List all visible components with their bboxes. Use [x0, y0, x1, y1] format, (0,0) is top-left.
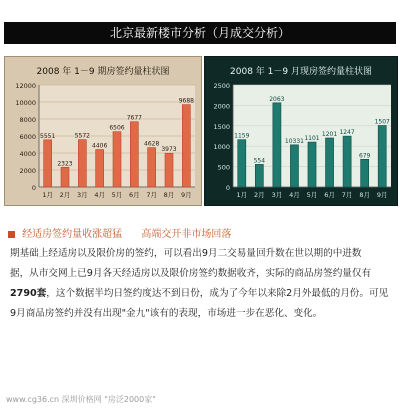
chart-right-bar — [290, 145, 298, 187]
chart-right-xtick-label: 9月 — [376, 191, 388, 199]
chart-left-xtick-label: 1月 — [42, 191, 53, 199]
chart-right-value-label: 1101 — [304, 135, 320, 143]
chart-right-ytick-label: 2500 — [213, 82, 230, 90]
chart-right-xtick-label: 4月 — [289, 191, 300, 199]
chart-left-value-label: 6506 — [109, 124, 125, 132]
chart-left-xtick-label: 7月 — [146, 191, 157, 199]
chart-right-xtick-label: 2月 — [254, 191, 265, 199]
chart-left-xtick-label: 6月 — [129, 191, 140, 199]
chart-right-value-label: 554 — [253, 157, 266, 165]
chart-right-bar — [378, 126, 386, 187]
article-line-3 — [10, 284, 390, 304]
chart-left-value-label: 2323 — [57, 160, 73, 168]
chart-left-bar — [148, 148, 156, 187]
chart-right-xtick-label: 6月 — [324, 191, 335, 199]
article-line-1: 期基础上经适房以及限价房的签约，可以看出9月二交易量回升数在世以期的中进数 — [10, 248, 362, 259]
chart-left-value-label: 5572 — [74, 132, 90, 140]
chart-right-value-label: 1201 — [321, 130, 338, 138]
chart-right-bar — [308, 142, 316, 187]
chart-right-ytick-label: 1500 — [213, 122, 230, 131]
chart-right-value-label: 1247 — [339, 129, 355, 137]
chart-left-xtick-label: 8月 — [163, 191, 175, 199]
chart-left-value-label: 5551 — [40, 132, 56, 140]
chart-left-bar — [130, 122, 138, 187]
chart-right-ytick-label: 1000 — [213, 143, 230, 152]
article-line-3-bold: 2790套 — [10, 288, 47, 299]
chart-left-value-label: 4628 — [144, 140, 160, 148]
chart-left-xtick-label: 2月 — [59, 191, 71, 199]
chart-left-bar — [182, 105, 190, 187]
chart-right-xtick-label: 7月 — [341, 191, 353, 199]
chart-left-bar — [113, 132, 121, 187]
chart-right-xtick-label: 3月 — [271, 191, 283, 199]
chart-right-value-label: 1507 — [374, 118, 390, 126]
chart-left-ytick-label: 2000 — [19, 167, 36, 175]
chart-left-ytick-label: 6000 — [19, 133, 36, 141]
chart-left-ytick-label: 12000 — [15, 82, 36, 90]
headline-part1: 经适房签约量收涨超猛 — [22, 229, 123, 240]
chart-left-xtick-label: 3月 — [77, 191, 88, 199]
chart-right-ytick-label: 0 — [225, 184, 230, 192]
chart-left-ytick-label: 4000 — [19, 150, 36, 158]
chart-left-title: 2008 年 1－9 期房签约量柱状图 — [36, 67, 170, 77]
chart-right-xtick-label: 8月 — [359, 191, 370, 199]
chart-right-bar — [273, 103, 281, 187]
chart-right-bar — [326, 138, 334, 187]
chart-right-value-label: 2063 — [269, 95, 285, 103]
chart-left-xtick-label: 9月 — [181, 191, 192, 199]
chart-right-xtick-label: 5月 — [306, 191, 318, 199]
headline-part2: 高端交开非市场回落 — [141, 229, 232, 240]
chart-right-ytick-label: 2000 — [213, 102, 230, 111]
chart-left-bar — [96, 150, 104, 187]
chart-left — [4, 56, 202, 206]
chart-right-value-label: 1159 — [234, 132, 250, 140]
chart-left-ytick-label: 8000 — [19, 116, 36, 124]
chart-left-svg — [5, 57, 201, 205]
article-line-2: 据，从市交网上已9月各天经适房以及限价房签约数据收齐，实际的商品房签约量仅有 — [10, 268, 372, 279]
headline — [8, 225, 388, 240]
headline-bullet-icon — [8, 231, 15, 238]
chart-left-value-label: 3973 — [161, 146, 177, 154]
chart-right-bar — [361, 159, 369, 187]
chart-right-svg — [205, 57, 397, 205]
chart-left-bar — [165, 153, 173, 187]
chart-right-value-label: 10331 — [284, 137, 304, 145]
chart-left-ytick-label: 0 — [31, 184, 36, 192]
chart-right-bar — [238, 140, 246, 187]
article-line-3-rest: ，这个数据半均日签约度达不到日份，成为了今年以来除2月外最低的月份。可见 — [46, 288, 389, 299]
chart-right-bar — [255, 164, 263, 187]
footer-watermark: www.cg36.cn 深圳价格网 "房泛2000家" — [6, 395, 156, 404]
chart-right-title: 2008 年 1－9 月现房签约量柱状图 — [230, 67, 372, 77]
chart-right-bar — [343, 136, 351, 187]
chart-left-ytick-label: 10000 — [15, 99, 36, 107]
chart-left-value-label: 7677 — [126, 114, 142, 122]
article-body — [10, 244, 390, 324]
chart-right-ytick-label: 500 — [217, 163, 230, 172]
page-title: 北京最新楼市分析（月成交分析） — [4, 22, 396, 44]
chart-left-xtick-label: 5月 — [111, 191, 123, 199]
chart-right-value-label: 679 — [358, 152, 371, 160]
chart-right — [204, 56, 398, 206]
chart-left-bar — [61, 167, 69, 187]
chart-left-value-label: 9688 — [178, 97, 194, 105]
article-line-4: 9月商品房签约并没有出现"金九"该有的表现，市场进一步在恶化、变化。 — [10, 308, 323, 319]
chart-left-bar — [78, 140, 86, 187]
chart-left-value-label: 4406 — [92, 142, 108, 150]
chart-right-xtick-label: 1月 — [236, 191, 248, 199]
chart-left-bar — [44, 140, 52, 187]
chart-left-xtick-label: 4月 — [94, 191, 105, 199]
